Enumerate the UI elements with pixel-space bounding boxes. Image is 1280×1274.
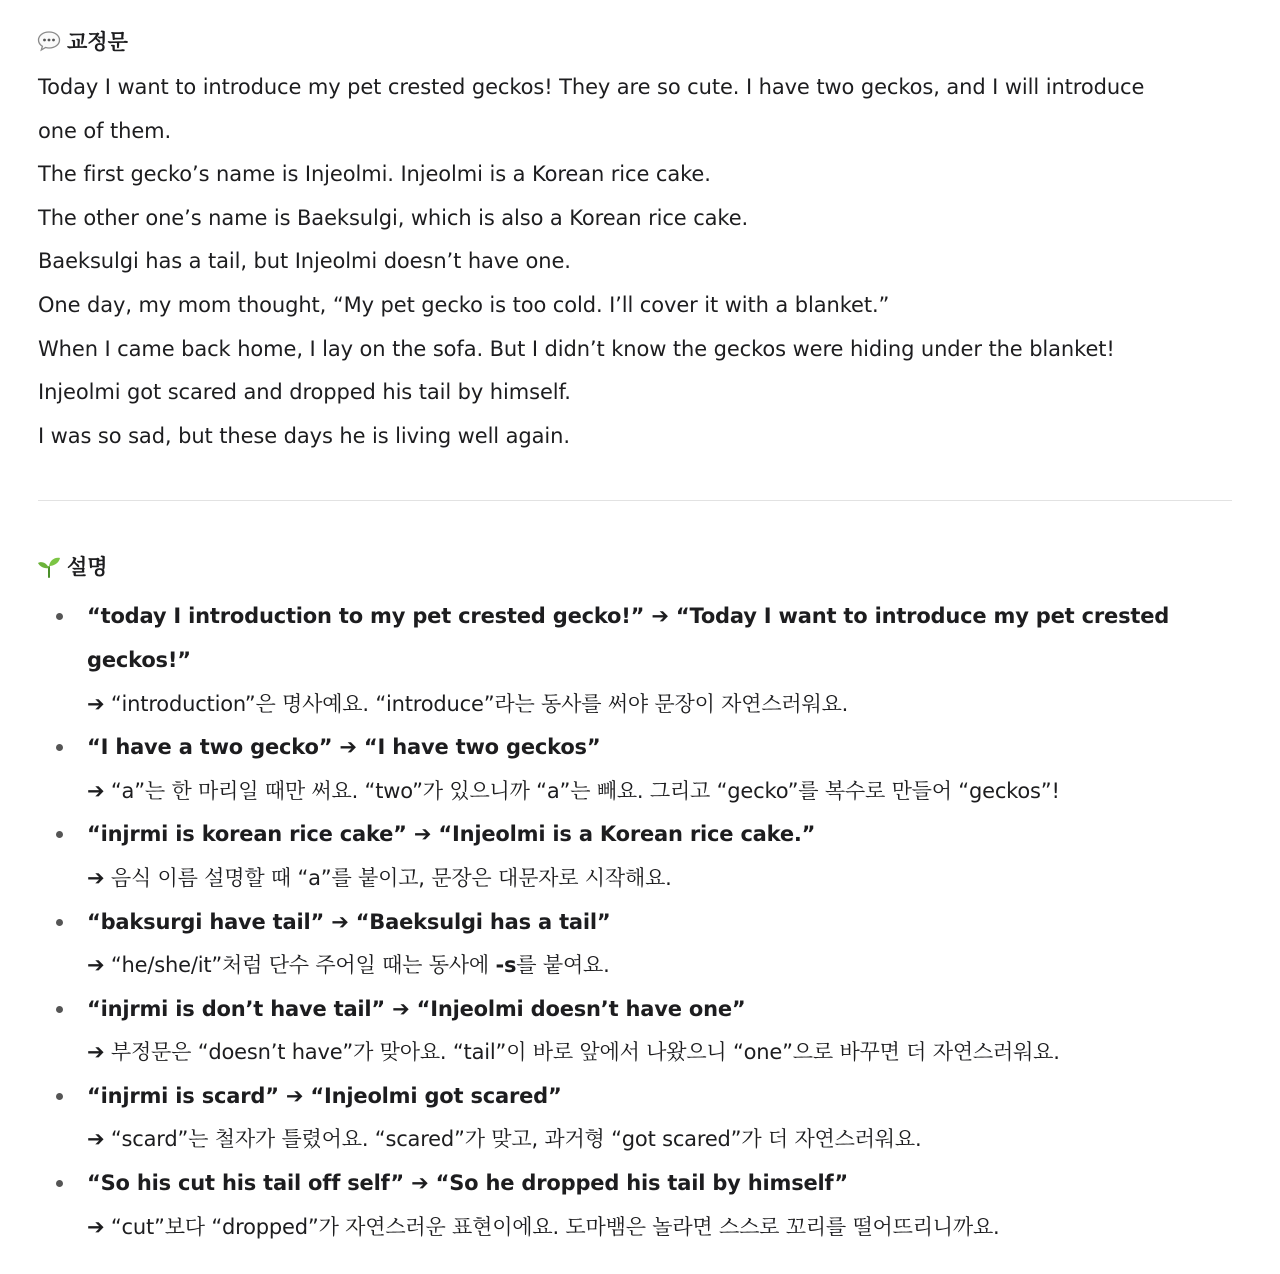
explanation-note	[87, 1118, 1242, 1162]
list-item	[38, 595, 1242, 726]
correction-line: one of them.	[38, 118, 172, 143]
correction-pair-line: geckos!”	[87, 647, 191, 672]
explanation-note	[87, 857, 1242, 901]
note-text: ➔ “a”는 한 마리일 때만 써요. “two”가 있으니까 “a”는 빼요. 그리고 “gecko”를 복수로 만들어 “geckos”!	[87, 778, 1060, 803]
bullet-icon	[56, 1180, 63, 1187]
section-divider	[38, 500, 1232, 501]
note-text: ➔ 음식 이름 설명할 때 “a”를 붙이고, 문장은 대문자로 시작해요.	[87, 865, 672, 890]
correction-heading	[38, 26, 1242, 56]
correction-line: The other one’s name is Baeksulgi, which is also a Korean rice cake.	[38, 205, 749, 230]
explanation-note	[87, 770, 1242, 814]
correction-pair-line: “injrmi is korean rice cake” ➔ “Injeolmi is a Korean rice cake.”	[87, 822, 816, 847]
correction-pair-line: “injrmi is scard” ➔ “Injeolmi got scared”	[87, 1083, 562, 1108]
correction-line: I was so sad, but these days he is living well again.	[38, 423, 570, 448]
correction-pair-line: “I have a two gecko” ➔ “I have two geckos”	[87, 735, 601, 760]
bullet-icon	[56, 613, 63, 620]
note-text: ➔ 부정문은 “doesn’t have”가 맞아요. “tail”이 바로 앞에서 나왔으니 “one”으로 바꾸면 더 자연스러워요.	[87, 1040, 1060, 1065]
correction-line: One day, my mom thought, “My pet gecko is too cold. I’ll cover it with a blanket.”	[38, 292, 890, 317]
correction-line: Baeksulgi has a tail, but Injeolmi doesn’t have one.	[38, 249, 571, 274]
correction-text	[38, 66, 1242, 458]
correction-pair	[87, 1162, 1242, 1206]
correction-pair	[87, 988, 1242, 1032]
list-item	[38, 1075, 1242, 1162]
explanation-title: 설명	[67, 555, 108, 580]
seedling-icon	[36, 553, 62, 579]
note-text: ➔ “introduction”은 명사예요. “introduce”라는 동사를 써야 문장이 자연스러워요.	[87, 691, 849, 716]
note-text: 를 붙여요.	[516, 953, 610, 978]
correction-line: When I came back home, I lay on the sofa. But I didn’t know the geckos were hiding under the blanket!	[38, 336, 1115, 361]
list-item	[38, 1162, 1242, 1249]
correction-pair	[87, 1075, 1242, 1119]
note-text: ➔ “cut”보다 “dropped”가 자연스러운 표현이에요. 도마뱀은 놀라면 스스로 꼬리를 떨어뜨리니까요.	[87, 1214, 1000, 1239]
list-item	[38, 901, 1242, 988]
note-text: ➔ “scard”는 철자가 틀렸어요. “scared”가 맞고, 과거형 “got scared”가 더 자연스러워요.	[87, 1127, 922, 1152]
explanation-heading	[38, 551, 1242, 581]
correction-line: The first gecko’s name is Injeolmi. Injeolmi is a Korean rice cake.	[38, 162, 711, 187]
bullet-icon	[56, 831, 63, 838]
speech-bubble-icon	[36, 28, 62, 54]
explanation-list	[38, 595, 1242, 1249]
correction-line: Injeolmi got scared and dropped his tail by himself.	[38, 380, 571, 405]
explanation-note	[87, 1206, 1242, 1250]
explanation-note	[87, 944, 1242, 988]
correction-pair	[87, 901, 1242, 945]
correction-pair	[87, 726, 1242, 770]
bullet-icon	[56, 1006, 63, 1013]
list-item	[38, 988, 1242, 1075]
explanation-note	[87, 1031, 1242, 1075]
note-text: ➔ “he/she/it”처럼 단수 주어일 때는 동사에	[87, 953, 496, 978]
correction-pair-line: “today I introduction to my pet crested gecko!” ➔ “Today I want to introduce my pet crested	[87, 604, 1170, 629]
bullet-icon	[56, 744, 63, 751]
note-bold-text: -s	[495, 953, 517, 978]
list-item	[38, 813, 1242, 900]
explanation-note	[87, 683, 1242, 727]
correction-pair	[87, 813, 1242, 857]
correction-line: Today I want to introduce my pet crested geckos! They are so cute. I have two geckos, and I will introduce	[38, 75, 1145, 99]
correction-pair-line: “baksurgi have tail” ➔ “Baeksulgi has a tail”	[87, 909, 611, 934]
correction-pair-line: “So his cut his tail off self” ➔ “So he dropped his tail by himself”	[87, 1171, 848, 1196]
correction-pair-line: “injrmi is don’t have tail” ➔ “Injeolmi doesn’t have one”	[87, 996, 746, 1021]
correction-pair	[87, 595, 1242, 682]
bullet-icon	[56, 1093, 63, 1100]
correction-title: 교정문	[67, 30, 128, 54]
bullet-icon	[56, 919, 63, 926]
list-item	[38, 726, 1242, 813]
